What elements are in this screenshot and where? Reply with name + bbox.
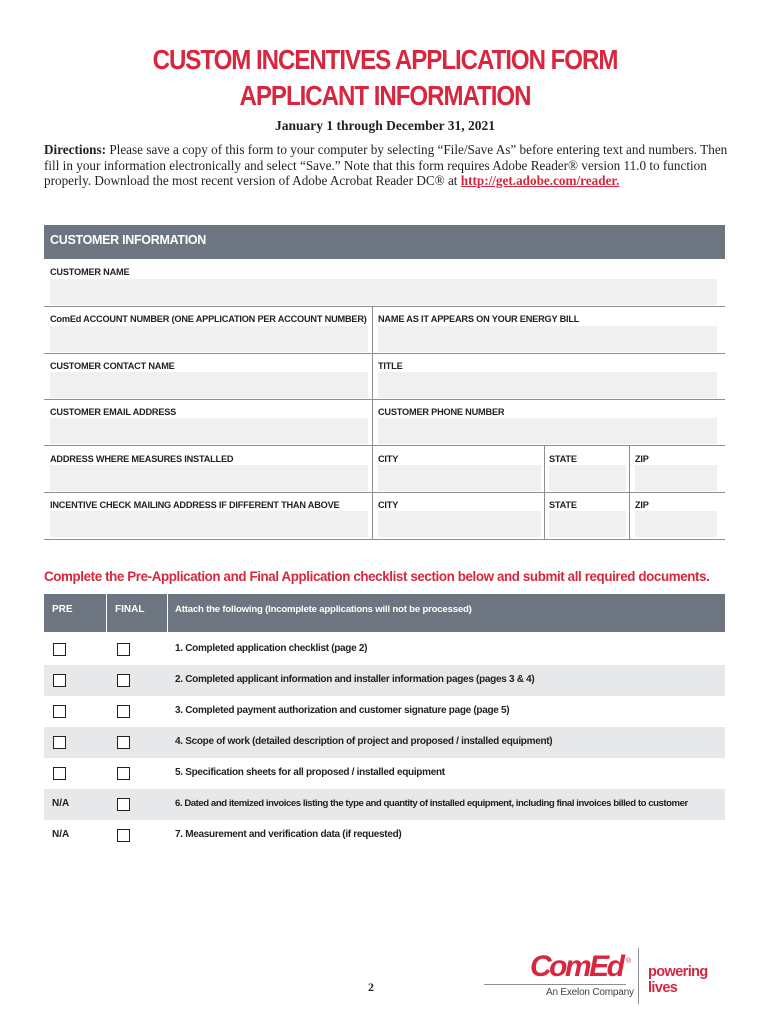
column-divider: [372, 306, 373, 353]
checklist-item-text: 1. Completed application checklist (page 2): [175, 643, 368, 654]
comed-wordmark: ComEd: [530, 950, 623, 983]
col-pre-label: PRE: [52, 604, 73, 615]
row-divider: [44, 492, 725, 493]
logo-divider: [638, 948, 639, 1004]
mailing-address-label: INCENTIVE CHECK MAILING ADDRESS IF DIFFERENT THAN ABOVE: [50, 500, 340, 510]
section-heading: CUSTOMER INFORMATION: [50, 233, 207, 247]
customer-name-field[interactable]: [50, 279, 717, 305]
state-label: STATE: [549, 454, 577, 464]
row-divider: [44, 445, 725, 446]
checklist-row: [44, 634, 725, 665]
pre-checkbox[interactable]: [53, 736, 66, 749]
mailing-city-label: CITY: [378, 500, 399, 510]
comed-logo: [484, 948, 734, 1008]
mailing-zip-label: ZIP: [635, 500, 649, 510]
account-number-label: ComEd ACCOUNT NUMBER (ONE APPLICATION PER ACCOUNT NUMBER): [50, 314, 367, 324]
page-number: 2: [368, 980, 374, 994]
checklist-item-text: 6. Dated and itemized invoices listing the type and quantity of installed equipment, including final invoices billed to customer: [175, 798, 688, 809]
phone-field[interactable]: [378, 418, 717, 444]
checklist-row: [44, 696, 725, 727]
account-number-field[interactable]: [50, 326, 368, 352]
phone-label: CUSTOMER PHONE NUMBER: [378, 407, 505, 417]
column-divider: [372, 492, 373, 539]
city-field[interactable]: [378, 465, 541, 491]
mailing-state-label: STATE: [549, 500, 577, 510]
final-checkbox[interactable]: [117, 798, 130, 811]
mailing-address-field[interactable]: [50, 511, 368, 537]
title-field[interactable]: [378, 372, 717, 398]
contact-name-field[interactable]: [50, 372, 368, 398]
zip-label: ZIP: [635, 454, 649, 464]
email-field[interactable]: [50, 418, 368, 444]
row-divider: [44, 539, 725, 540]
name-on-bill-field[interactable]: [378, 326, 717, 352]
checklist-row: [44, 789, 725, 820]
final-checkbox[interactable]: [117, 705, 130, 718]
pre-na-label: N/A: [52, 829, 70, 840]
final-checkbox[interactable]: [117, 736, 130, 749]
title-label: TITLE: [378, 361, 403, 371]
column-divider: [372, 399, 373, 445]
mailing-state-field[interactable]: [549, 511, 626, 537]
logo-underline: [484, 984, 626, 985]
date-range: January 1 through December 31, 2021: [275, 118, 495, 133]
checklist-heading: Complete the Pre-Application and Final Application checklist section below and submit all required documents.: [44, 569, 710, 585]
final-checkbox[interactable]: [117, 674, 130, 687]
state-field[interactable]: [549, 465, 626, 491]
column-divider: [544, 492, 545, 539]
checklist-header: [44, 594, 725, 632]
checklist-item-text: 3. Completed payment authorization and customer signature page (page 5): [175, 705, 510, 716]
checklist-row: [44, 727, 725, 758]
checklist-item-text: 7. Measurement and verification data (if requested): [175, 829, 402, 840]
pre-na-label: N/A: [52, 798, 70, 809]
row-divider: [44, 399, 725, 400]
checklist-row: [44, 820, 725, 851]
checklist-item-text: 4. Scope of work (detailed description of project and proposed / installed equipment): [175, 736, 553, 747]
final-checkbox[interactable]: [117, 767, 130, 780]
checklist-item-text: 5. Specification sheets for all proposed / installed equipment: [175, 767, 445, 778]
column-divider: [372, 445, 373, 492]
final-checkbox[interactable]: [117, 829, 130, 842]
customer-information-header: [44, 225, 725, 259]
checklist-row: [44, 665, 725, 696]
adobe-reader-link[interactable]: http://get.adobe.com/reader.: [460, 173, 620, 188]
form-subtitle: APPLICANT INFORMATION: [239, 80, 531, 111]
checklist-item-text: 2. Completed applicant information and installer information pages (pages 3 & 4): [175, 674, 535, 685]
zip-field[interactable]: [635, 465, 717, 491]
pre-checkbox[interactable]: [53, 767, 66, 780]
row-divider: [44, 353, 725, 354]
form-title: CUSTOM INCENTIVES APPLICATION FORM: [152, 44, 618, 75]
powering-lives-slogan: powering lives: [648, 964, 708, 996]
directions-text: Please save a copy of this form to your computer by selecting “File/Save As” before entering text and numbers. Then fill in your information electronically and select “Save.” Note that this form requires Adobe Reader® version 11.0 to function properly. Download the most recent version of Adobe Acrobat Reader DC® at: [44, 142, 728, 188]
col-attach-label: Attach the following (Incomplete applications will not be processed): [175, 604, 472, 615]
install-address-field[interactable]: [50, 465, 368, 491]
name-on-bill-label: NAME AS IT APPEARS ON YOUR ENERGY BILL: [378, 314, 580, 324]
col-final-label: FINAL: [115, 604, 145, 615]
row-divider: [44, 306, 725, 307]
contact-name-label: CUSTOMER CONTACT NAME: [50, 361, 175, 371]
directions-label: Directions:: [44, 142, 107, 157]
city-label: CITY: [378, 454, 399, 464]
column-divider: [629, 445, 630, 492]
checklist-row: [44, 758, 725, 789]
column-divider: [629, 492, 630, 539]
final-checkbox[interactable]: [117, 643, 130, 656]
mailing-city-field[interactable]: [378, 511, 541, 537]
registered-mark: ®: [626, 958, 632, 965]
header-divider: [167, 594, 168, 632]
pre-checkbox[interactable]: [53, 705, 66, 718]
mailing-zip-field[interactable]: [635, 511, 717, 537]
column-divider: [544, 445, 545, 492]
customer-name-label: CUSTOMER NAME: [50, 267, 130, 277]
pre-checkbox[interactable]: [53, 643, 66, 656]
email-label: CUSTOMER EMAIL ADDRESS: [50, 407, 177, 417]
exelon-tagline: An Exelon Company: [546, 987, 634, 998]
directions-paragraph: [44, 142, 734, 189]
column-divider: [372, 353, 373, 399]
pre-checkbox[interactable]: [53, 674, 66, 687]
header-divider: [106, 594, 107, 632]
install-address-label: ADDRESS WHERE MEASURES INSTALLED: [50, 454, 234, 464]
